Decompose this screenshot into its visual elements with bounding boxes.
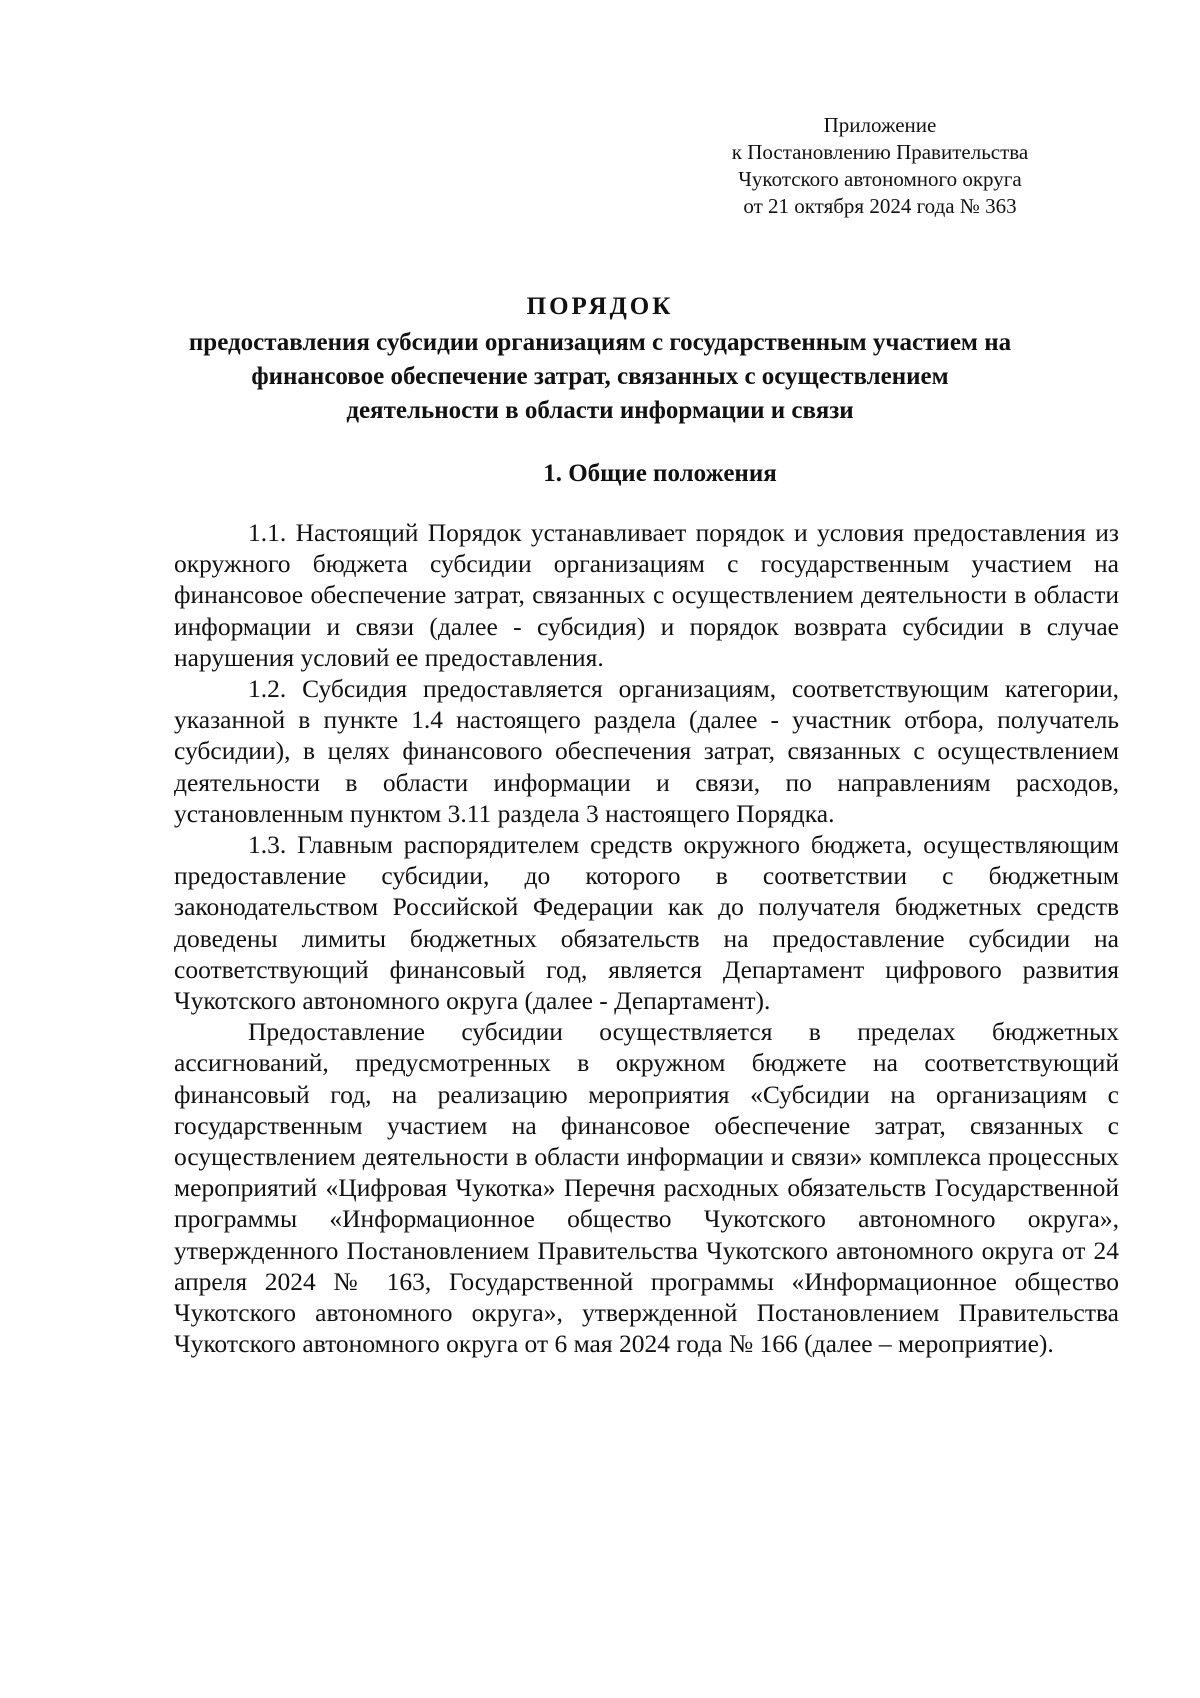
subtitle-line-1: предоставления субсидии организациям с государственным участием на [188, 329, 1012, 356]
appendix-line-3: Чукотского автономного округа [738, 167, 1022, 191]
paragraph-1-2 [174, 673, 1119, 829]
appendix-line-4: от 21 октября 2024 года № 363 [743, 194, 1017, 218]
appendix-line-2: к Постановлению Правительства [731, 140, 1029, 164]
body-text [174, 517, 1119, 1359]
appendix-header [700, 112, 1060, 220]
subtitle-line-3: деятельности в области информации и связи [346, 397, 854, 424]
paragraph-number: 1.1. [248, 518, 287, 547]
paragraph-number: 1.2. [248, 674, 287, 704]
document-subtitle [150, 326, 1050, 428]
appendix-line-1: Приложение [823, 113, 937, 137]
paragraph-1-3 [174, 829, 1119, 1016]
subtitle-line-2: финансовое обеспечение затрат, связанных с осуществлением [251, 363, 949, 390]
paragraph-text: Настоящий Порядок устанавливает порядок и условия предоставления из окружного бюджета субсидии организациям с государственным участием на финансовое обеспечение затрат, связанных с осуществлением деятельности в области информации и связи (далее - субсидия) и порядок возврата субсидии в случае нарушения условий ее предоставления. [174, 518, 1119, 672]
paragraph-text: Главным распорядителем средств окружного бюджета, осуществляющим предоставление субсидии, до которого в соответствии с бюджетным законодательством Российской Федерации как до получателя бюджетных средств доведены лимиты бюджетных обязательств на предоставление субсидии на соответствующий финансовый год, является Департамент цифрового развития Чукотского автономного округа (далее - Департамент). [174, 830, 1119, 1016]
document-title: ПОРЯДОК [526, 293, 674, 320]
paragraph-1-3-continuation [174, 1016, 1119, 1359]
section-heading: 1. Общие положения [543, 460, 777, 487]
paragraph-1-1 [174, 517, 1119, 673]
paragraph-text: Субсидия предоставляется организациям, соответствующим категории, указанной в пункте 1.4 настоящего раздела (далее - участник отбора, получатель субсидии), в целях финансового обеспечения затрат, связанных с осуществлением деятельности в области информации и связи, по направлениям расходов, установленным пунктом 3.11 раздела 3 настоящего Порядка. [174, 674, 1119, 828]
paragraph-number: 1.3. [248, 830, 287, 860]
paragraph-text: Предоставление субсидии осуществляется в пределах бюджетных ассигнований, предусмотренных в окружном бюджете на соответствующий финансовый год, на реализацию мероприятия «Субсидии на организациям с государственным участием на финансовое обеспечение затрат, связанных с осуществлением деятельности в области информации и связи» комплекса процессных мероприятий «Цифровая Чукотка» Перечня расходных обязательств Государственной программы «Информационное общество Чукотского автономного округа», утвержденного Постановлением Правительства Чукотского автономного округа от 24 апреля 2024 № 163, Государственной программы «Информационное общество Чукотского автономного округа», утвержденной Постановлением Правительства Чукотского автономного округа от 6 мая 2024 года № 166 (далее – мероприятие). [174, 1017, 1119, 1359]
document-title-block [150, 290, 1050, 428]
